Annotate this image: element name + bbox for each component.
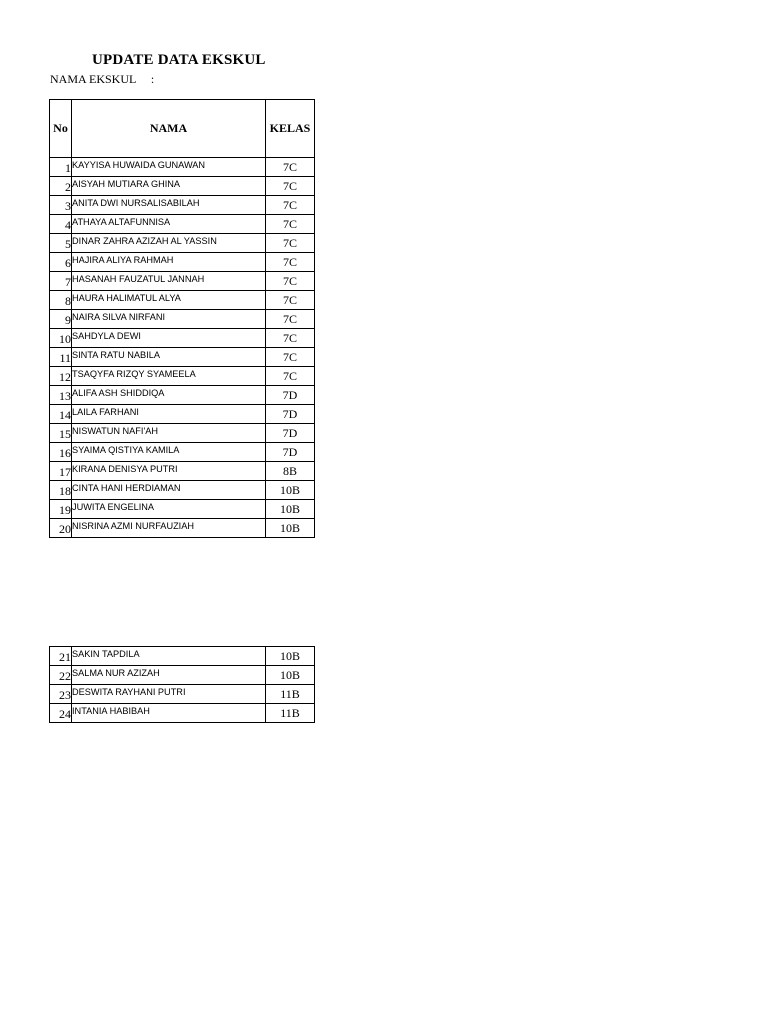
student-name: CINTA HANI HERDIAMAN — [72, 481, 266, 500]
row-number: 17 — [50, 462, 72, 481]
table-row — [50, 272, 315, 291]
class-value: 11B — [266, 685, 315, 704]
row-number: 18 — [50, 481, 72, 500]
row-number: 1 — [50, 158, 72, 177]
class-value: 7C — [266, 234, 315, 253]
class-value: 10B — [266, 481, 315, 500]
row-number: 12 — [50, 367, 72, 386]
member-table-body — [50, 158, 315, 538]
class-value: 7C — [266, 348, 315, 367]
row-number: 11 — [50, 348, 72, 367]
class-value: 7D — [266, 405, 315, 424]
table-row — [50, 234, 315, 253]
header-kelas: KELAS — [266, 100, 315, 158]
table-row — [50, 367, 315, 386]
class-value: 7D — [266, 386, 315, 405]
student-name: HASANAH FAUZATUL JANNAH — [72, 272, 266, 291]
row-number: 13 — [50, 386, 72, 405]
class-value: 7C — [266, 291, 315, 310]
table-row — [50, 291, 315, 310]
table-row — [50, 196, 315, 215]
student-name: ATHAYA ALTAFUNNISA — [72, 215, 266, 234]
student-name: LAILA FARHANI — [72, 405, 266, 424]
student-name: KIRANA DENISYA PUTRI — [72, 462, 266, 481]
class-value: 10B — [266, 500, 315, 519]
student-name: KAYYISA HUWAIDA GUNAWAN — [72, 158, 266, 177]
table-row — [50, 704, 315, 723]
row-number: 21 — [50, 647, 72, 666]
member-table-continued — [49, 646, 315, 723]
class-value: 7D — [266, 424, 315, 443]
member-table-continued-body — [50, 647, 315, 723]
row-number: 10 — [50, 329, 72, 348]
student-name: AISYAH MUTIARA GHINA — [72, 177, 266, 196]
student-name: NISRINA AZMI NURFAUZIAH — [72, 519, 266, 538]
row-number: 23 — [50, 685, 72, 704]
table-row — [50, 177, 315, 196]
student-name: INTANIA HABIBAH — [72, 704, 266, 723]
row-number: 4 — [50, 215, 72, 234]
class-value: 10B — [266, 519, 315, 538]
class-value: 10B — [266, 647, 315, 666]
table-row — [50, 685, 315, 704]
student-name: JUWITA ENGELINA — [72, 500, 266, 519]
table-row — [50, 519, 315, 538]
student-name: HAJIRA ALIYA RAHMAH — [72, 253, 266, 272]
row-number: 14 — [50, 405, 72, 424]
class-value: 8B — [266, 462, 315, 481]
student-name: ANITA DWI NURSALISABILAH — [72, 196, 266, 215]
row-number: 6 — [50, 253, 72, 272]
table-row — [50, 647, 315, 666]
table-header-row — [50, 100, 315, 158]
table-row — [50, 405, 315, 424]
table-row — [50, 253, 315, 272]
class-value: 7C — [266, 367, 315, 386]
header-no: No — [50, 100, 72, 158]
class-value: 11B — [266, 704, 315, 723]
table-row — [50, 443, 315, 462]
row-number: 24 — [50, 704, 72, 723]
student-name: DESWITA RAYHANI PUTRI — [72, 685, 266, 704]
student-name: SYAIMA QISTIYA KAMILA — [72, 443, 266, 462]
member-table — [49, 99, 315, 538]
header-nama: NAMA — [72, 100, 266, 158]
class-value: 7C — [266, 196, 315, 215]
table-row — [50, 386, 315, 405]
table-row — [50, 424, 315, 443]
class-value: 7C — [266, 329, 315, 348]
table-row — [50, 348, 315, 367]
table-row — [50, 158, 315, 177]
ekskul-name-field — [50, 72, 154, 87]
student-name: SINTA RATU NABILA — [72, 348, 266, 367]
table-row — [50, 500, 315, 519]
class-value: 7C — [266, 253, 315, 272]
class-value: 7C — [266, 310, 315, 329]
row-number: 7 — [50, 272, 72, 291]
table-row — [50, 310, 315, 329]
student-name: ALIFA ASH SHIDDIQA — [72, 386, 266, 405]
class-value: 7D — [266, 443, 315, 462]
table-row — [50, 666, 315, 685]
row-number: 2 — [50, 177, 72, 196]
table-row — [50, 481, 315, 500]
student-name: HAURA HALIMATUL ALYA — [72, 291, 266, 310]
student-name: NAIRA SILVA NIRFANI — [72, 310, 266, 329]
row-number: 19 — [50, 500, 72, 519]
class-value: 7C — [266, 158, 315, 177]
row-number: 5 — [50, 234, 72, 253]
row-number: 3 — [50, 196, 72, 215]
document-title: UPDATE DATA EKSKUL — [92, 52, 266, 68]
student-name: TSAQYFA RIZQY SYAMEELA — [72, 367, 266, 386]
table-row — [50, 215, 315, 234]
ekskul-name-colon: : — [150, 72, 155, 86]
class-value: 7C — [266, 272, 315, 291]
row-number: 16 — [50, 443, 72, 462]
class-value: 10B — [266, 666, 315, 685]
row-number: 9 — [50, 310, 72, 329]
student-name: NISWATUN NAFI'AH — [72, 424, 266, 443]
student-name: DINAR ZAHRA AZIZAH AL YASSIN — [72, 234, 266, 253]
table-row — [50, 329, 315, 348]
student-name: SALMA NUR AZIZAH — [72, 666, 266, 685]
class-value: 7C — [266, 177, 315, 196]
ekskul-name-label: NAMA EKSKUL — [50, 72, 136, 86]
student-name: SAHDYLA DEWI — [72, 329, 266, 348]
row-number: 22 — [50, 666, 72, 685]
row-number: 15 — [50, 424, 72, 443]
row-number: 8 — [50, 291, 72, 310]
row-number: 20 — [50, 519, 72, 538]
student-name: SAKIN TAPDILA — [72, 647, 266, 666]
class-value: 7C — [266, 215, 315, 234]
table-row — [50, 462, 315, 481]
